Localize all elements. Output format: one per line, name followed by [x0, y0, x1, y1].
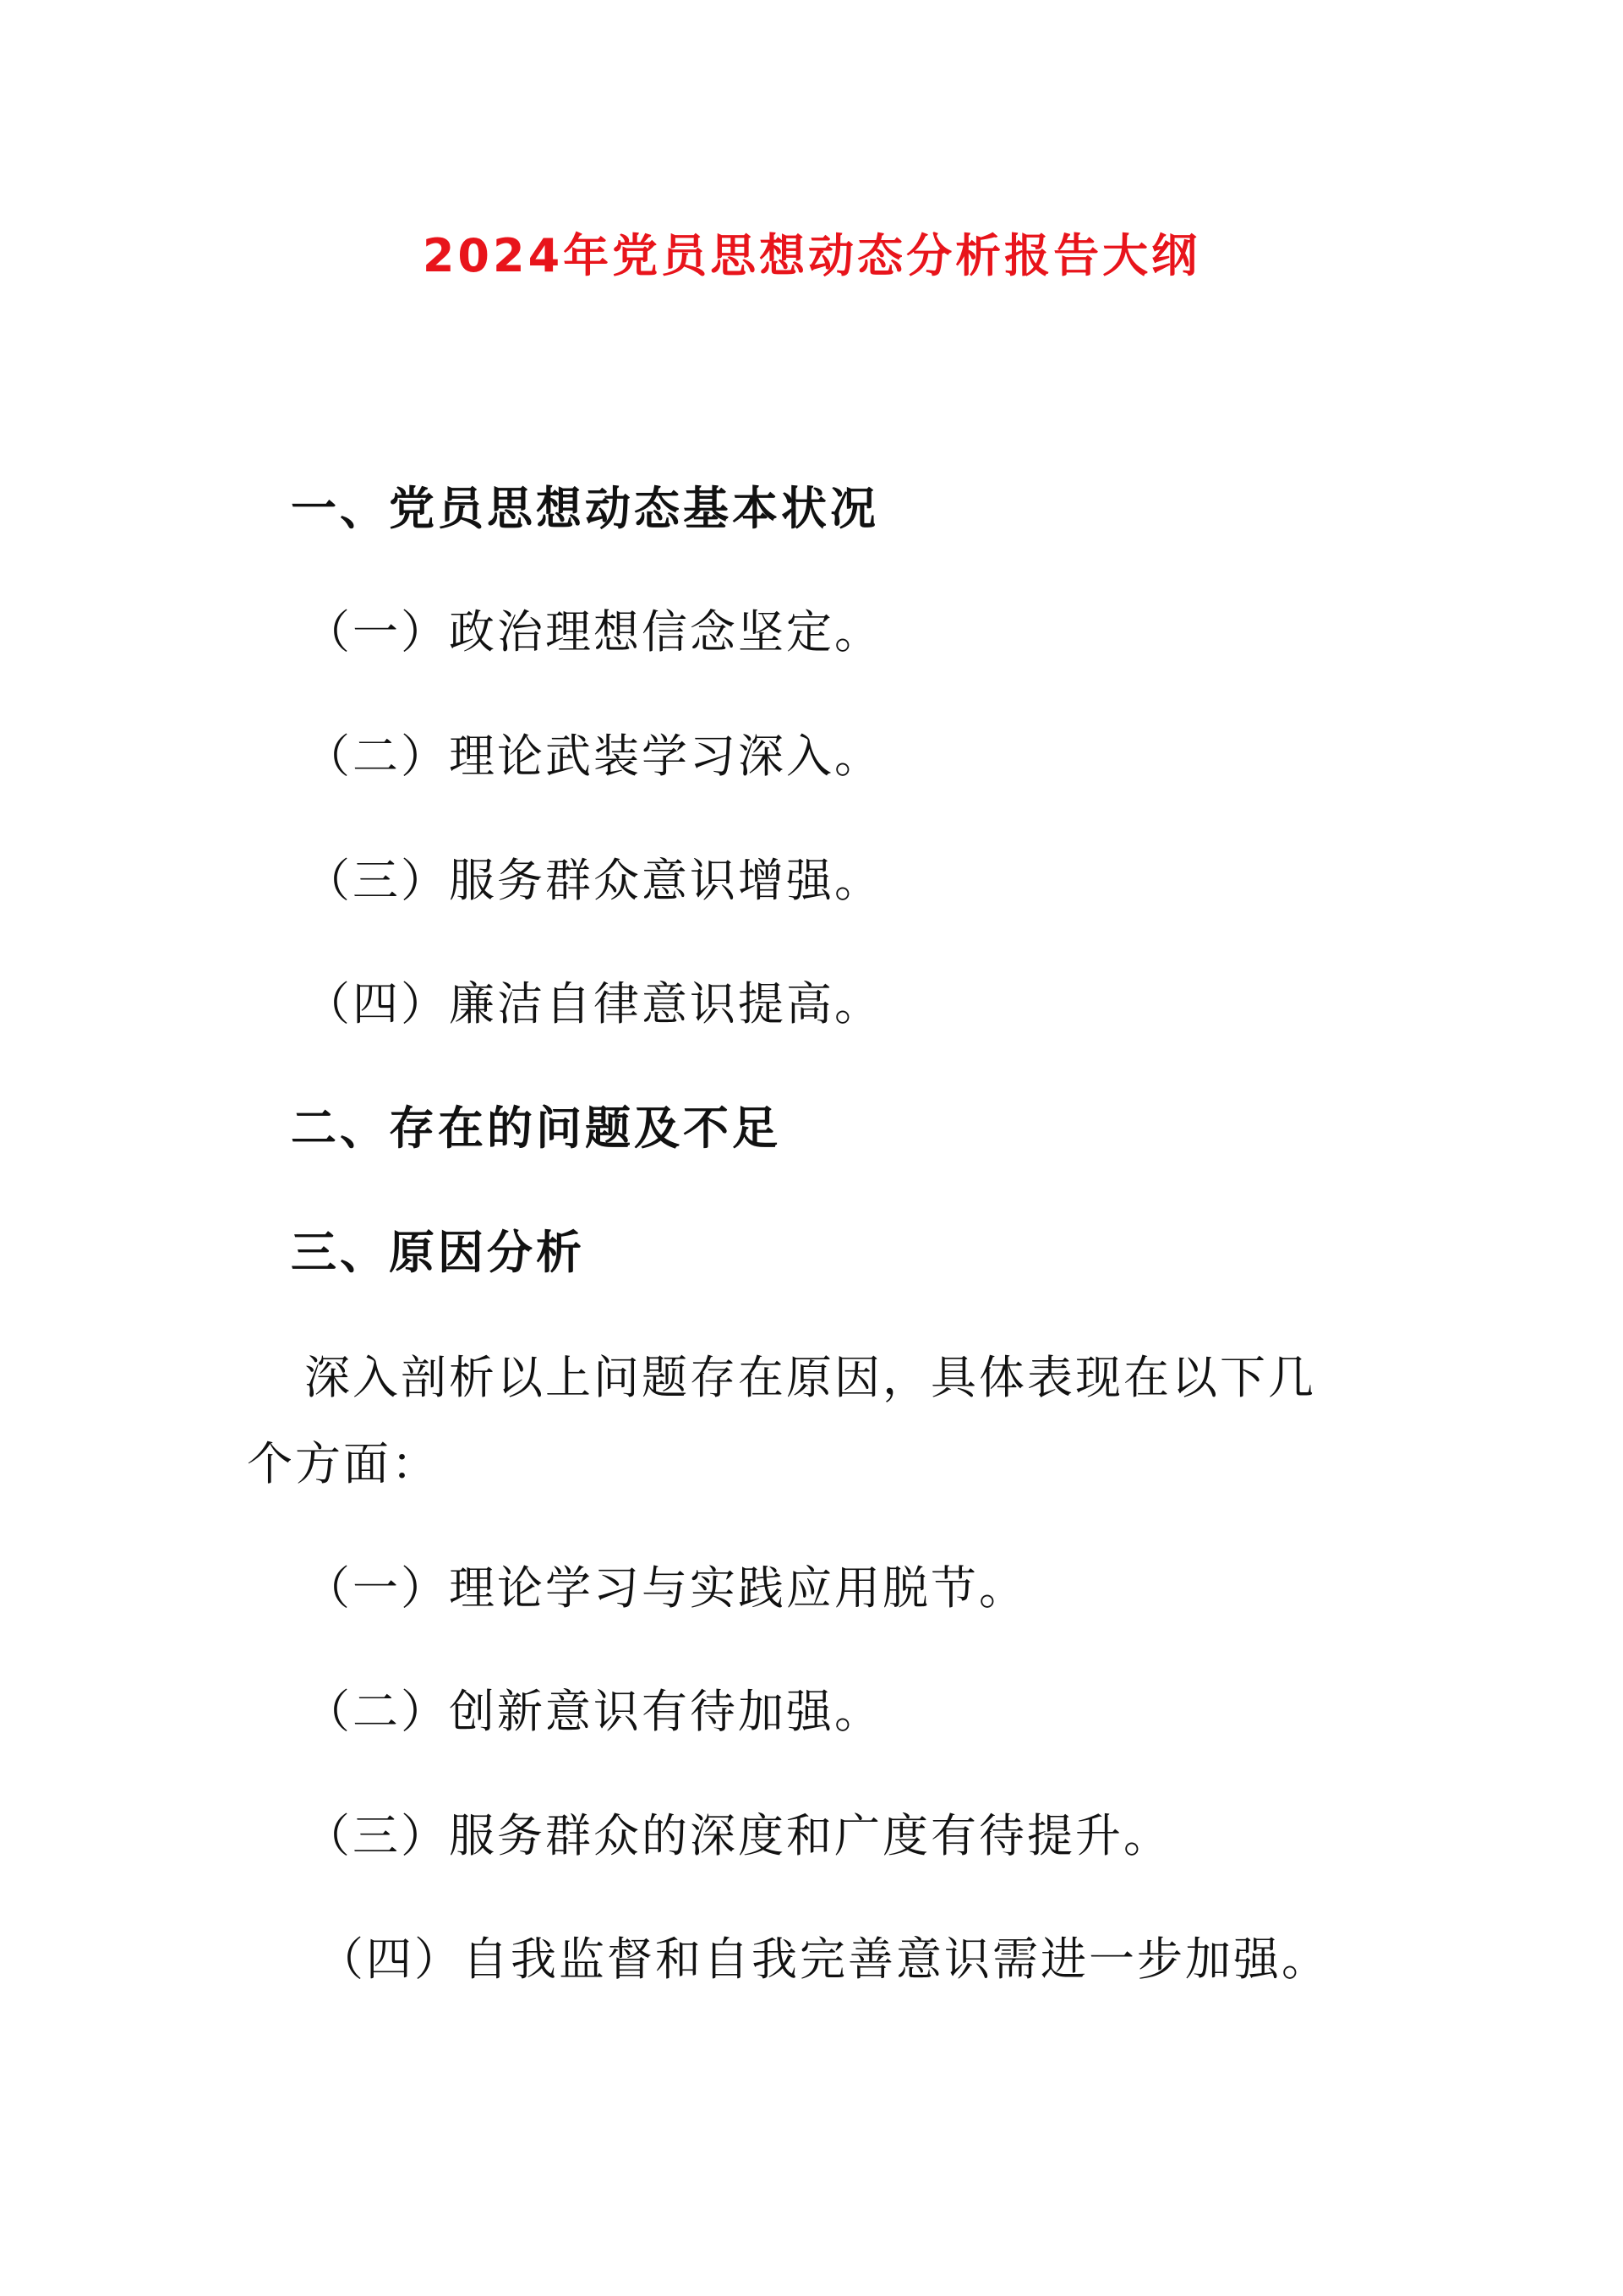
- section-heading-1: 一、党员思想动态基本状况: [291, 482, 879, 535]
- section3-intro-line-1: 深入剖析以上问题存在原因，具体表现在以下几: [304, 1351, 1316, 1404]
- section1-item-2: （二）理论武装学习深入。: [304, 730, 883, 783]
- section3-intro-line-2: 个方面：: [247, 1437, 440, 1490]
- section-heading-2: 二、存在的问题及不足: [291, 1102, 781, 1155]
- section3-item-2: （二）创新意识有待加强。: [304, 1685, 883, 1738]
- section3-item-4: （四）自我监督和自我完善意识需进一步加强。: [318, 1932, 1330, 1986]
- section3-item-1: （一）理论学习与实践应用脱节。: [304, 1561, 1027, 1615]
- section1-item-4: （四）廉洁自律意识提高。: [304, 977, 883, 1030]
- section-heading-3: 三、原因分析: [291, 1226, 585, 1279]
- section3-item-3: （三）服务群众的深度和广度有待提升。: [304, 1809, 1172, 1862]
- document-title: 2024年党员思想动态分析报告大纲: [422, 229, 1201, 282]
- section1-item-3: （三）服务群众意识增强。: [304, 854, 883, 907]
- section1-item-1: （一）政治理想信念坚定。: [304, 605, 883, 659]
